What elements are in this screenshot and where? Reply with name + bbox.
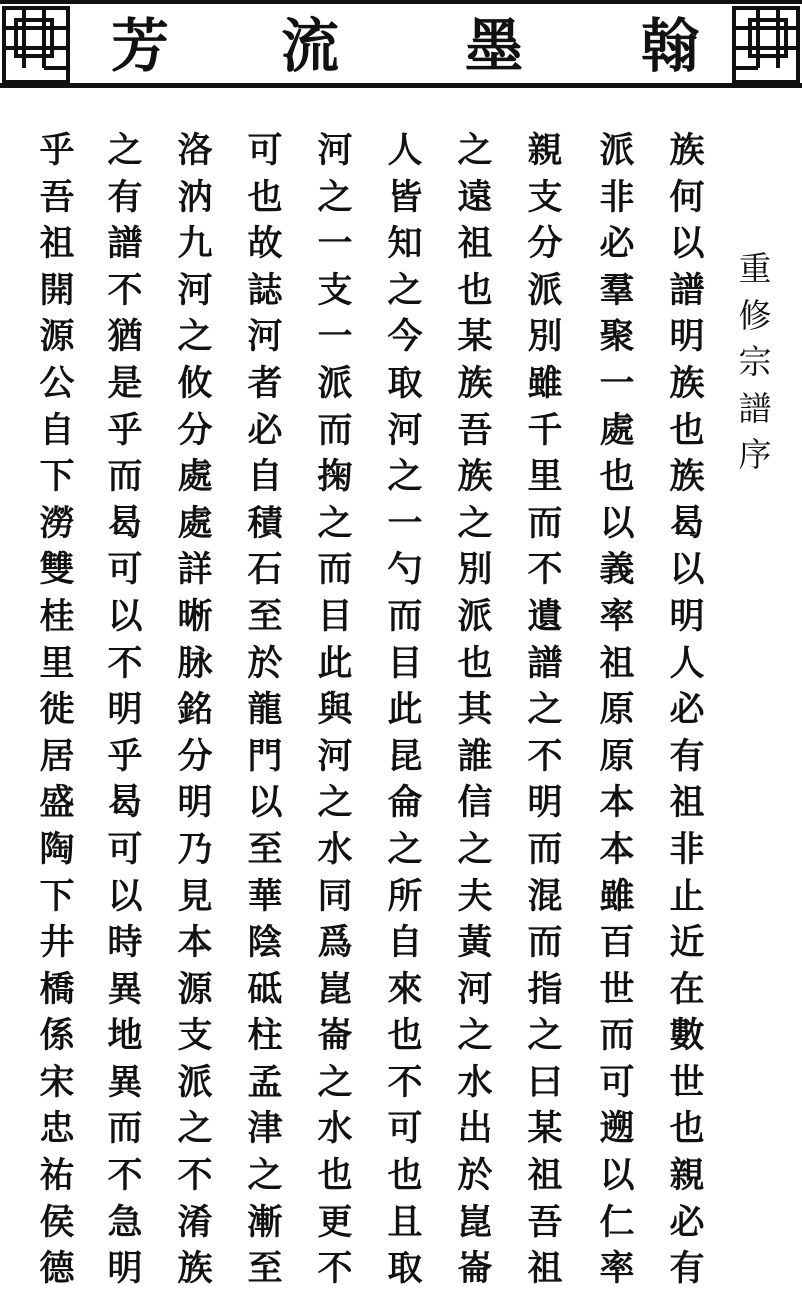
column-character: 處 bbox=[599, 409, 635, 451]
column-character: 祖 bbox=[457, 223, 493, 265]
column-character: 而 bbox=[527, 502, 563, 544]
column-character: 淆 bbox=[177, 1201, 213, 1243]
column-character: 晰 bbox=[177, 595, 213, 637]
column-character: 水 bbox=[317, 828, 353, 870]
column-character: 出 bbox=[457, 1108, 493, 1150]
column-character: 非 bbox=[599, 176, 635, 218]
column-character: 也 bbox=[387, 1015, 423, 1057]
column-character: 明 bbox=[527, 782, 563, 824]
column-character: 之 bbox=[457, 828, 493, 870]
column-character: 可 bbox=[107, 828, 143, 870]
header-title-char-1: 芳 bbox=[110, 12, 169, 80]
column-character: 祐 bbox=[39, 1155, 75, 1197]
column-character: 明 bbox=[177, 782, 213, 824]
column-character: 之 bbox=[527, 689, 563, 731]
column-character: 侯 bbox=[39, 1201, 75, 1243]
text-column-1 bbox=[662, 128, 712, 1293]
column-character: 不 bbox=[107, 1155, 143, 1197]
column-character: 至 bbox=[247, 828, 283, 870]
column-character: 同 bbox=[317, 875, 353, 917]
column-character: 公 bbox=[39, 362, 75, 404]
column-character: 以 bbox=[107, 875, 143, 917]
column-character: 龍 bbox=[247, 689, 283, 731]
column-character: 族 bbox=[669, 130, 705, 171]
column-character: 里 bbox=[527, 456, 563, 498]
column-character: 洛 bbox=[177, 130, 213, 171]
column-character: 一 bbox=[317, 223, 353, 265]
column-character: 別 bbox=[527, 316, 563, 358]
column-character: 不 bbox=[317, 1248, 353, 1290]
column-character: 乎 bbox=[39, 130, 75, 171]
column-character: 河 bbox=[317, 735, 353, 777]
column-character: 掬 bbox=[317, 456, 353, 498]
column-character: 桂 bbox=[39, 595, 75, 637]
column-character: 指 bbox=[527, 968, 563, 1010]
column-character: 某 bbox=[457, 316, 493, 358]
column-character: 混 bbox=[527, 875, 563, 917]
column-character: 澇 bbox=[39, 502, 75, 544]
column-character: 親 bbox=[527, 130, 563, 171]
column-character: 明 bbox=[669, 595, 705, 637]
column-character: 派 bbox=[317, 362, 353, 404]
column-character: 近 bbox=[669, 922, 705, 964]
column-character: 也 bbox=[387, 1155, 423, 1197]
column-character: 必 bbox=[669, 689, 705, 731]
column-character: 崑 bbox=[317, 968, 353, 1010]
column-character: 曷 bbox=[107, 502, 143, 544]
column-character: 漸 bbox=[247, 1201, 283, 1243]
column-character: 而 bbox=[317, 409, 353, 451]
column-character: 也 bbox=[599, 456, 635, 498]
column-character: 可 bbox=[599, 1061, 635, 1103]
column-character: 誰 bbox=[457, 735, 493, 777]
column-character: 源 bbox=[177, 968, 213, 1010]
column-character: 率 bbox=[599, 1248, 635, 1290]
column-character: 譜 bbox=[738, 388, 772, 428]
column-character: 派 bbox=[599, 130, 635, 171]
column-character: 義 bbox=[599, 549, 635, 591]
column-character: 而 bbox=[527, 922, 563, 964]
text-column-7 bbox=[240, 128, 290, 1293]
column-character: 分 bbox=[177, 735, 213, 777]
column-character: 以 bbox=[669, 223, 705, 265]
column-character: 以 bbox=[599, 1155, 635, 1197]
column-character: 明 bbox=[107, 689, 143, 731]
column-character: 之 bbox=[527, 1015, 563, 1057]
column-character: 之 bbox=[247, 1155, 283, 1197]
column-character: 知 bbox=[387, 223, 423, 265]
column-character: 徙 bbox=[39, 689, 75, 731]
column-character: 源 bbox=[39, 316, 75, 358]
column-character: 曷 bbox=[669, 502, 705, 544]
column-character: 爲 bbox=[317, 922, 353, 964]
column-character: 夫 bbox=[457, 875, 493, 917]
column-character: 居 bbox=[39, 735, 75, 777]
column-character: 止 bbox=[669, 875, 705, 917]
column-character: 人 bbox=[669, 642, 705, 684]
column-character: 昆 bbox=[387, 735, 423, 777]
column-character: 以 bbox=[247, 782, 283, 824]
column-character: 下 bbox=[39, 875, 75, 917]
vertical-text-body bbox=[0, 128, 802, 1290]
column-character: 可 bbox=[107, 549, 143, 591]
column-character: 親 bbox=[669, 1155, 705, 1197]
column-character: 之 bbox=[317, 782, 353, 824]
column-character: 乎 bbox=[107, 409, 143, 451]
column-character: 不 bbox=[107, 269, 143, 311]
column-character: 而 bbox=[107, 456, 143, 498]
column-character: 仁 bbox=[599, 1201, 635, 1243]
column-character: 目 bbox=[387, 642, 423, 684]
column-character: 必 bbox=[599, 223, 635, 265]
column-character: 信 bbox=[457, 782, 493, 824]
column-character: 乃 bbox=[177, 828, 213, 870]
column-character: 自 bbox=[387, 922, 423, 964]
column-character: 於 bbox=[247, 642, 283, 684]
column-character: 也 bbox=[317, 1155, 353, 1197]
header-title-char-3: 墨 bbox=[464, 12, 523, 80]
column-character: 孟 bbox=[247, 1061, 283, 1103]
text-column-9 bbox=[100, 128, 150, 1293]
column-character: 雖 bbox=[599, 875, 635, 917]
column-character: 之 bbox=[317, 176, 353, 218]
column-character: 遡 bbox=[599, 1108, 635, 1150]
column-character: 不 bbox=[177, 1155, 213, 1197]
column-character: 此 bbox=[317, 642, 353, 684]
column-character: 族 bbox=[457, 362, 493, 404]
column-character: 曷 bbox=[107, 782, 143, 824]
column-character: 本 bbox=[599, 782, 635, 824]
column-character: 派 bbox=[177, 1061, 213, 1103]
column-character: 不 bbox=[527, 549, 563, 591]
column-character: 今 bbox=[387, 316, 423, 358]
column-character: 崙 bbox=[317, 1015, 353, 1057]
column-character: 德 bbox=[39, 1248, 75, 1290]
column-character: 吾 bbox=[39, 176, 75, 218]
column-character: 何 bbox=[669, 176, 705, 218]
column-character: 河 bbox=[457, 968, 493, 1010]
column-character: 可 bbox=[387, 1108, 423, 1150]
column-character: 一 bbox=[387, 502, 423, 544]
column-character: 津 bbox=[247, 1108, 283, 1150]
column-character: 誌 bbox=[247, 269, 283, 311]
column-character: 世 bbox=[669, 1061, 705, 1103]
column-character: 地 bbox=[107, 1015, 143, 1057]
header-frame bbox=[0, 0, 802, 88]
column-character: 盛 bbox=[39, 782, 75, 824]
column-character: 聚 bbox=[599, 316, 635, 358]
column-character: 河 bbox=[387, 409, 423, 451]
column-character: 以 bbox=[669, 549, 705, 591]
column-character: 之 bbox=[317, 502, 353, 544]
column-character: 者 bbox=[247, 362, 283, 404]
column-character: 且 bbox=[387, 1201, 423, 1243]
text-column-2 bbox=[592, 128, 642, 1293]
column-character: 族 bbox=[669, 362, 705, 404]
column-character: 於 bbox=[457, 1155, 493, 1197]
column-character: 銘 bbox=[177, 689, 213, 731]
column-character: 譜 bbox=[107, 223, 143, 265]
column-character: 祖 bbox=[527, 1248, 563, 1290]
column-character: 原 bbox=[599, 735, 635, 777]
column-character: 九 bbox=[177, 223, 213, 265]
column-character: 河 bbox=[177, 269, 213, 311]
text-column-6 bbox=[310, 128, 360, 1293]
column-character: 有 bbox=[669, 735, 705, 777]
column-character: 本 bbox=[599, 828, 635, 870]
column-character: 也 bbox=[669, 409, 705, 451]
column-character: 河 bbox=[247, 316, 283, 358]
lattice-ornament-right-icon bbox=[724, 4, 802, 88]
column-character: 百 bbox=[599, 922, 635, 964]
column-character: 猶 bbox=[107, 316, 143, 358]
column-character: 一 bbox=[317, 316, 353, 358]
column-character: 崑 bbox=[457, 1201, 493, 1243]
column-character: 水 bbox=[317, 1108, 353, 1150]
column-character: 之 bbox=[177, 316, 213, 358]
column-character: 勺 bbox=[387, 549, 423, 591]
column-character: 派 bbox=[457, 595, 493, 637]
column-character: 明 bbox=[107, 1248, 143, 1290]
column-character: 羣 bbox=[599, 269, 635, 311]
column-character: 開 bbox=[39, 269, 75, 311]
column-character: 皆 bbox=[387, 176, 423, 218]
column-character: 遠 bbox=[457, 176, 493, 218]
column-character: 人 bbox=[387, 130, 423, 171]
column-character: 某 bbox=[527, 1108, 563, 1150]
column-character: 雙 bbox=[39, 549, 75, 591]
column-character: 以 bbox=[107, 595, 143, 637]
text-column-3 bbox=[520, 128, 570, 1293]
column-character: 取 bbox=[387, 1248, 423, 1290]
column-character: 積 bbox=[247, 502, 283, 544]
header-title-char-2: 流 bbox=[280, 12, 339, 80]
column-character: 之 bbox=[317, 1061, 353, 1103]
column-character: 也 bbox=[247, 176, 283, 218]
column-character: 族 bbox=[457, 456, 493, 498]
column-character: 族 bbox=[669, 456, 705, 498]
column-character: 遺 bbox=[527, 595, 563, 637]
column-character: 分 bbox=[177, 409, 213, 451]
column-character: 原 bbox=[599, 689, 635, 731]
column-character: 係 bbox=[39, 1015, 75, 1057]
column-character: 攸 bbox=[177, 362, 213, 404]
column-character: 之 bbox=[107, 130, 143, 171]
column-character: 不 bbox=[387, 1061, 423, 1103]
column-character: 而 bbox=[317, 549, 353, 591]
column-character: 千 bbox=[527, 409, 563, 451]
column-character: 而 bbox=[107, 1108, 143, 1150]
column-character: 修 bbox=[738, 295, 772, 335]
column-character: 里 bbox=[39, 642, 75, 684]
column-character: 所 bbox=[387, 875, 423, 917]
column-character: 吾 bbox=[457, 409, 493, 451]
column-character: 更 bbox=[317, 1201, 353, 1243]
column-character: 自 bbox=[39, 409, 75, 451]
column-character: 世 bbox=[599, 968, 635, 1010]
text-column-4 bbox=[450, 128, 500, 1293]
column-character: 急 bbox=[107, 1201, 143, 1243]
column-character: 之 bbox=[457, 502, 493, 544]
column-character: 不 bbox=[107, 642, 143, 684]
column-character: 派 bbox=[527, 269, 563, 311]
column-character: 柱 bbox=[247, 1015, 283, 1057]
column-character: 陶 bbox=[39, 828, 75, 870]
column-character: 率 bbox=[599, 595, 635, 637]
column-character: 之 bbox=[457, 1015, 493, 1057]
column-character: 吾 bbox=[527, 1201, 563, 1243]
column-character: 在 bbox=[669, 968, 705, 1010]
column-character: 雖 bbox=[527, 362, 563, 404]
column-character: 一 bbox=[599, 362, 635, 404]
column-character: 此 bbox=[387, 689, 423, 731]
column-character: 異 bbox=[107, 968, 143, 1010]
column-character: 時 bbox=[107, 922, 143, 964]
column-character: 數 bbox=[669, 1015, 705, 1057]
column-character: 祖 bbox=[599, 642, 635, 684]
column-character: 支 bbox=[177, 1015, 213, 1057]
column-character: 是 bbox=[107, 362, 143, 404]
column-character: 以 bbox=[599, 502, 635, 544]
column-character: 至 bbox=[247, 1248, 283, 1290]
column-character: 祖 bbox=[39, 223, 75, 265]
column-character: 汭 bbox=[177, 176, 213, 218]
column-character: 譜 bbox=[527, 642, 563, 684]
column-character: 分 bbox=[527, 223, 563, 265]
column-character: 也 bbox=[457, 269, 493, 311]
column-character: 華 bbox=[247, 875, 283, 917]
column-character: 目 bbox=[317, 595, 353, 637]
column-character: 也 bbox=[457, 642, 493, 684]
column-character: 可 bbox=[247, 130, 283, 171]
column-character: 譜 bbox=[669, 269, 705, 311]
column-character: 見 bbox=[177, 875, 213, 917]
lattice-ornament-left-icon bbox=[0, 4, 78, 88]
column-character: 之 bbox=[387, 269, 423, 311]
column-character: 砥 bbox=[247, 968, 283, 1010]
column-character: 陰 bbox=[247, 922, 283, 964]
column-character: 門 bbox=[247, 735, 283, 777]
column-character: 水 bbox=[457, 1061, 493, 1103]
column-character: 祖 bbox=[669, 782, 705, 824]
column-character: 故 bbox=[247, 223, 283, 265]
column-character: 井 bbox=[39, 922, 75, 964]
column-character: 至 bbox=[247, 595, 283, 637]
column-character: 處 bbox=[177, 502, 213, 544]
column-character: 別 bbox=[457, 549, 493, 591]
document-subtitle bbox=[730, 246, 780, 479]
column-character: 之 bbox=[177, 1108, 213, 1150]
column-character: 本 bbox=[177, 922, 213, 964]
column-character: 詳 bbox=[177, 549, 213, 591]
header-title-char-4: 翰 bbox=[640, 12, 699, 80]
column-character: 下 bbox=[39, 456, 75, 498]
column-character: 黃 bbox=[457, 922, 493, 964]
column-character: 之 bbox=[387, 828, 423, 870]
column-character: 與 bbox=[317, 689, 353, 731]
text-column-5 bbox=[380, 128, 430, 1293]
column-character: 脉 bbox=[177, 642, 213, 684]
text-column-10 bbox=[32, 128, 82, 1293]
column-character: 之 bbox=[387, 456, 423, 498]
column-character: 也 bbox=[669, 1108, 705, 1150]
column-character: 而 bbox=[599, 1015, 635, 1057]
column-character: 族 bbox=[177, 1248, 213, 1290]
column-character: 明 bbox=[669, 316, 705, 358]
column-character: 祖 bbox=[527, 1155, 563, 1197]
column-character: 序 bbox=[738, 435, 772, 475]
column-character: 之 bbox=[457, 130, 493, 171]
column-character: 來 bbox=[387, 968, 423, 1010]
column-character: 有 bbox=[107, 176, 143, 218]
column-character: 宋 bbox=[39, 1061, 75, 1103]
column-character: 忠 bbox=[39, 1108, 75, 1150]
column-character: 其 bbox=[457, 689, 493, 731]
column-character: 而 bbox=[527, 828, 563, 870]
column-character: 崙 bbox=[457, 1248, 493, 1290]
column-character: 異 bbox=[107, 1061, 143, 1103]
column-character: 非 bbox=[669, 828, 705, 870]
column-character: 有 bbox=[669, 1248, 705, 1290]
column-character: 宗 bbox=[738, 342, 772, 382]
column-character: 不 bbox=[527, 735, 563, 777]
column-character: 必 bbox=[247, 409, 283, 451]
column-character: 必 bbox=[669, 1201, 705, 1243]
column-character: 自 bbox=[247, 456, 283, 498]
column-character: 河 bbox=[317, 130, 353, 171]
column-character: 侖 bbox=[387, 782, 423, 824]
column-character: 乎 bbox=[107, 735, 143, 777]
column-character: 橋 bbox=[39, 968, 75, 1010]
column-character: 取 bbox=[387, 362, 423, 404]
text-column-8 bbox=[170, 128, 220, 1293]
column-character: 處 bbox=[177, 456, 213, 498]
column-character: 支 bbox=[317, 269, 353, 311]
column-character: 重 bbox=[738, 249, 772, 288]
column-character: 曰 bbox=[527, 1061, 563, 1103]
column-character: 而 bbox=[387, 595, 423, 637]
column-character: 石 bbox=[247, 549, 283, 591]
column-character: 支 bbox=[527, 176, 563, 218]
